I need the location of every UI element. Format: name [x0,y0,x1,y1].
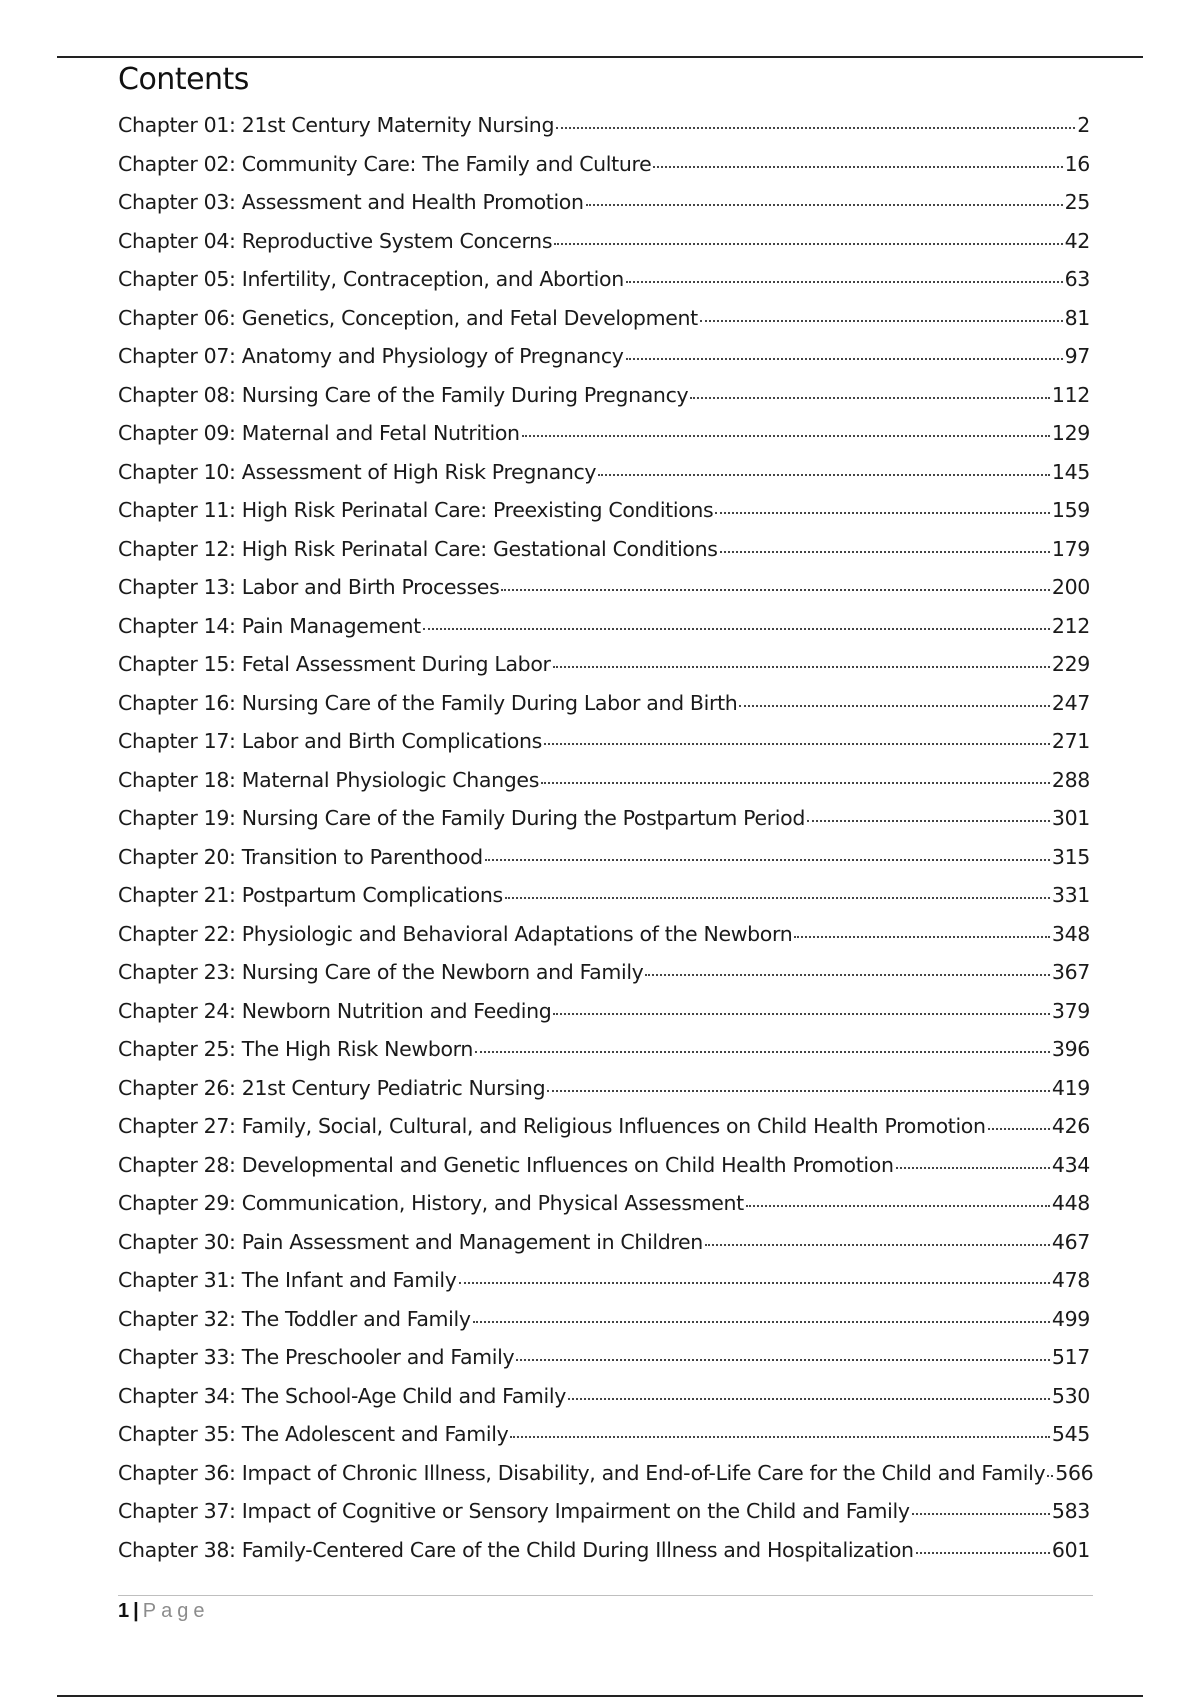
toc-entry-title: Chapter 18: Maternal Physiologic Changes [118,767,540,792]
dot-leader [653,166,1062,168]
toc-entry-page-number: 247 [1051,690,1090,715]
toc-entry-page-number: 583 [1051,1499,1090,1523]
toc-entry[interactable] [118,960,1090,999]
toc-entry[interactable] [118,1538,1090,1577]
dot-leader [485,859,1050,861]
toc-entry-page-number: 200 [1051,575,1090,599]
dot-leader [556,127,1075,129]
toc-entry-title: Chapter 24: Newborn Nutrition and Feeding [118,998,552,1023]
toc-entry-page-number: 478 [1051,1268,1090,1292]
toc-entry-title: Chapter 31: The Infant and Family [118,1268,457,1292]
toc-entry-page-number: 315 [1051,844,1090,869]
toc-entry[interactable] [118,1153,1090,1192]
toc-entry-page-number: 81 [1064,305,1090,330]
toc-entry[interactable] [118,460,1090,499]
dot-leader [645,974,1049,976]
toc-entry[interactable] [118,498,1090,537]
toc-entry-title: Chapter 28: Developmental and Genetic Influences on Child Health Promotion [118,1152,894,1177]
dot-leader [794,936,1050,938]
bottom-rule [57,1695,1143,1697]
dot-leader [553,1013,1049,1015]
toc-entry-page-number: 288 [1051,767,1090,792]
dot-leader [690,397,1050,399]
toc-entry-page-number: 566 [1055,1460,1094,1485]
page-title: Contents [118,62,249,97]
toc-entry-title: Chapter 38: Family-Centered Care of the Child During Illness and Hospitalization [118,1537,914,1562]
toc-entry[interactable] [118,922,1090,961]
toc-entry-page-number: 419 [1051,1075,1090,1100]
toc-entry[interactable] [118,999,1090,1038]
dot-leader [568,1398,1050,1400]
toc-entry-page-number: 426 [1051,1114,1090,1138]
toc-entry[interactable] [118,229,1090,268]
dot-leader [547,1090,1050,1092]
toc-entry-page-number: 212 [1051,613,1090,638]
toc-entry-page-number: 25 [1064,190,1090,214]
toc-entry[interactable] [118,306,1090,345]
dot-leader [988,1128,1050,1130]
dot-leader [916,1552,1050,1554]
toc-entry-page-number: 229 [1051,652,1090,676]
dot-leader [705,1244,1050,1246]
dot-leader [553,666,1050,668]
dot-leader [544,743,1050,745]
toc-entry-title: Chapter 20: Transition to Parenthood [118,844,483,869]
footer-separator: | [133,1600,139,1622]
toc-entry[interactable] [118,1422,1090,1461]
dot-leader [715,512,1050,514]
toc-entry[interactable] [118,1345,1090,1384]
footer-rule [118,1595,1093,1596]
toc-entry-page-number: 348 [1051,921,1090,946]
toc-entry-title: Chapter 37: Impact of Cognitive or Sensory Impairment on the Child and Family [118,1499,910,1523]
dot-leader [1047,1475,1053,1477]
toc-entry-page-number: 530 [1051,1383,1090,1408]
toc-entry[interactable] [118,729,1090,768]
toc-entry-title: Chapter 22: Physiologic and Behavioral Adaptations of the Newborn [118,921,793,946]
dot-leader [626,281,1063,283]
toc-entry-title: Chapter 25: The High Risk Newborn [118,1037,474,1061]
toc-entry-title: Chapter 35: The Adolescent and Family [118,1422,509,1446]
toc-entry-page-number: 63 [1064,267,1090,291]
dot-leader [720,551,1050,553]
toc-entry[interactable] [118,691,1090,730]
table-of-contents [118,113,1094,1576]
dot-leader [516,1359,1050,1361]
toc-entry-title: Chapter 19: Nursing Care of the Family During the Postpartum Period [118,806,806,830]
toc-entry-title: Chapter 03: Assessment and Health Promotion [118,190,584,214]
toc-entry-page-number: 42 [1064,228,1090,253]
toc-entry-title: Chapter 36: Impact of Chronic Illness, Disability, and End-of-Life Care for the Child and Family [118,1460,1046,1485]
dot-leader [700,320,1063,322]
toc-entry-page-number: 434 [1051,1152,1090,1177]
toc-entry-title: Chapter 04: Reproductive System Concerns [118,228,553,253]
toc-entry-page-number: 301 [1051,806,1090,830]
footer-page-word: Page [142,1600,210,1622]
toc-entry-page-number: 545 [1051,1422,1090,1446]
toc-entry-title: Chapter 23: Nursing Care of the Newborn and Family [118,960,644,984]
dot-leader [541,782,1050,784]
toc-entry[interactable] [118,1037,1090,1076]
toc-entry[interactable] [118,267,1090,306]
toc-entry[interactable] [118,1268,1090,1307]
toc-entry[interactable] [118,575,1090,614]
toc-entry-title: Chapter 34: The School-Age Child and Family [118,1383,567,1408]
dot-leader [473,1321,1050,1323]
toc-entry-title: Chapter 09: Maternal and Fetal Nutrition [118,421,520,445]
toc-entry[interactable] [118,845,1090,884]
toc-entry[interactable] [118,1307,1090,1346]
toc-entry-page-number: 396 [1051,1037,1090,1061]
toc-entry[interactable] [118,421,1090,460]
toc-entry-title: Chapter 02: Community Care: The Family and Culture [118,151,652,176]
toc-entry-page-number: 499 [1051,1306,1090,1331]
toc-entry-page-number: 16 [1064,151,1090,176]
toc-entry[interactable] [118,1114,1090,1153]
toc-entry[interactable] [118,883,1090,922]
toc-entry-title: Chapter 11: High Risk Perinatal Care: Preexisting Conditions [118,498,714,522]
footer-page-number: 1 [118,1600,130,1622]
dot-leader [746,1205,1050,1207]
toc-entry-page-number: 271 [1051,729,1090,753]
toc-entry-page-number: 159 [1051,498,1090,522]
toc-entry-title: Chapter 21: Postpartum Complications [118,883,503,907]
toc-entry[interactable] [118,614,1090,653]
toc-entry-title: Chapter 06: Genetics, Conception, and Fetal Development [118,305,698,330]
toc-entry-title: Chapter 07: Anatomy and Physiology of Pregnancy [118,344,624,368]
dot-leader [598,474,1050,476]
toc-entry[interactable] [118,1076,1090,1115]
toc-entry-title: Chapter 05: Infertility, Contraception, and Abortion [118,267,624,291]
toc-entry-page-number: 367 [1051,960,1090,984]
toc-entry-page-number: 379 [1051,998,1090,1023]
dot-leader [522,435,1050,437]
toc-entry-title: Chapter 32: The Toddler and Family [118,1306,471,1331]
toc-entry-page-number: 467 [1051,1229,1090,1254]
toc-entry-title: Chapter 16: Nursing Care of the Family During Labor and Birth [118,690,738,715]
page-footer [118,1599,209,1623]
toc-entry-page-number: 2 [1077,113,1090,137]
toc-entry-page-number: 112 [1051,382,1090,407]
toc-entry-page-number: 97 [1064,344,1090,368]
toc-entry-title: Chapter 30: Pain Assessment and Management in Children [118,1229,703,1254]
toc-entry-title: Chapter 15: Fetal Assessment During Labor [118,652,551,676]
toc-entry[interactable] [118,806,1090,845]
toc-entry[interactable] [118,652,1090,691]
toc-entry-title: Chapter 12: High Risk Perinatal Care: Gestational Conditions [118,536,718,561]
toc-entry-title: Chapter 29: Communication, History, and Physical Assessment [118,1191,744,1215]
dot-leader [475,1051,1050,1053]
toc-entry[interactable] [118,537,1090,576]
toc-entry-page-number: 448 [1051,1191,1090,1215]
toc-entry-page-number: 179 [1051,536,1090,561]
toc-entry[interactable] [118,1499,1090,1538]
toc-entry[interactable] [118,1191,1090,1230]
toc-entry[interactable] [118,1384,1090,1423]
toc-entry[interactable] [118,152,1090,191]
toc-entry[interactable] [118,1230,1090,1269]
toc-entry[interactable] [118,383,1090,422]
toc-entry[interactable] [118,190,1090,229]
toc-entry-title: Chapter 27: Family, Social, Cultural, and Religious Influences on Child Health Promotion [118,1114,986,1138]
toc-entry-title: Chapter 14: Pain Management [118,613,421,638]
dot-leader [739,705,1050,707]
dot-leader [586,204,1063,206]
dot-leader [626,358,1063,360]
dot-leader [554,243,1062,245]
toc-entry[interactable] [118,344,1090,383]
toc-entry-page-number: 601 [1051,1537,1090,1562]
dot-leader [423,628,1050,630]
toc-entry[interactable] [118,768,1090,807]
dot-leader [807,820,1050,822]
toc-entry[interactable] [118,1460,1094,1500]
toc-entry-title: Chapter 33: The Preschooler and Family [118,1345,515,1369]
toc-entry-title: Chapter 08: Nursing Care of the Family During Pregnancy [118,382,689,407]
dot-leader [912,1513,1050,1515]
dot-leader [501,589,1050,591]
toc-entry-title: Chapter 13: Labor and Birth Processes [118,575,500,599]
toc-entry-title: Chapter 10: Assessment of High Risk Pregnancy [118,459,597,484]
dot-leader [505,897,1050,899]
top-rule [57,56,1143,58]
toc-entry-title: Chapter 17: Labor and Birth Complications [118,729,542,753]
toc-entry-title: Chapter 26: 21st Century Pediatric Nursing [118,1075,546,1100]
dot-leader [459,1282,1050,1284]
toc-entry-page-number: 145 [1051,459,1090,484]
toc-entry-page-number: 129 [1051,421,1090,445]
dot-leader [896,1167,1050,1169]
toc-entry-title: Chapter 01: 21st Century Maternity Nursing [118,113,555,137]
toc-entry[interactable] [118,113,1090,152]
toc-entry-page-number: 331 [1051,883,1090,907]
dot-leader [510,1436,1050,1438]
toc-entry-page-number: 517 [1051,1345,1090,1369]
